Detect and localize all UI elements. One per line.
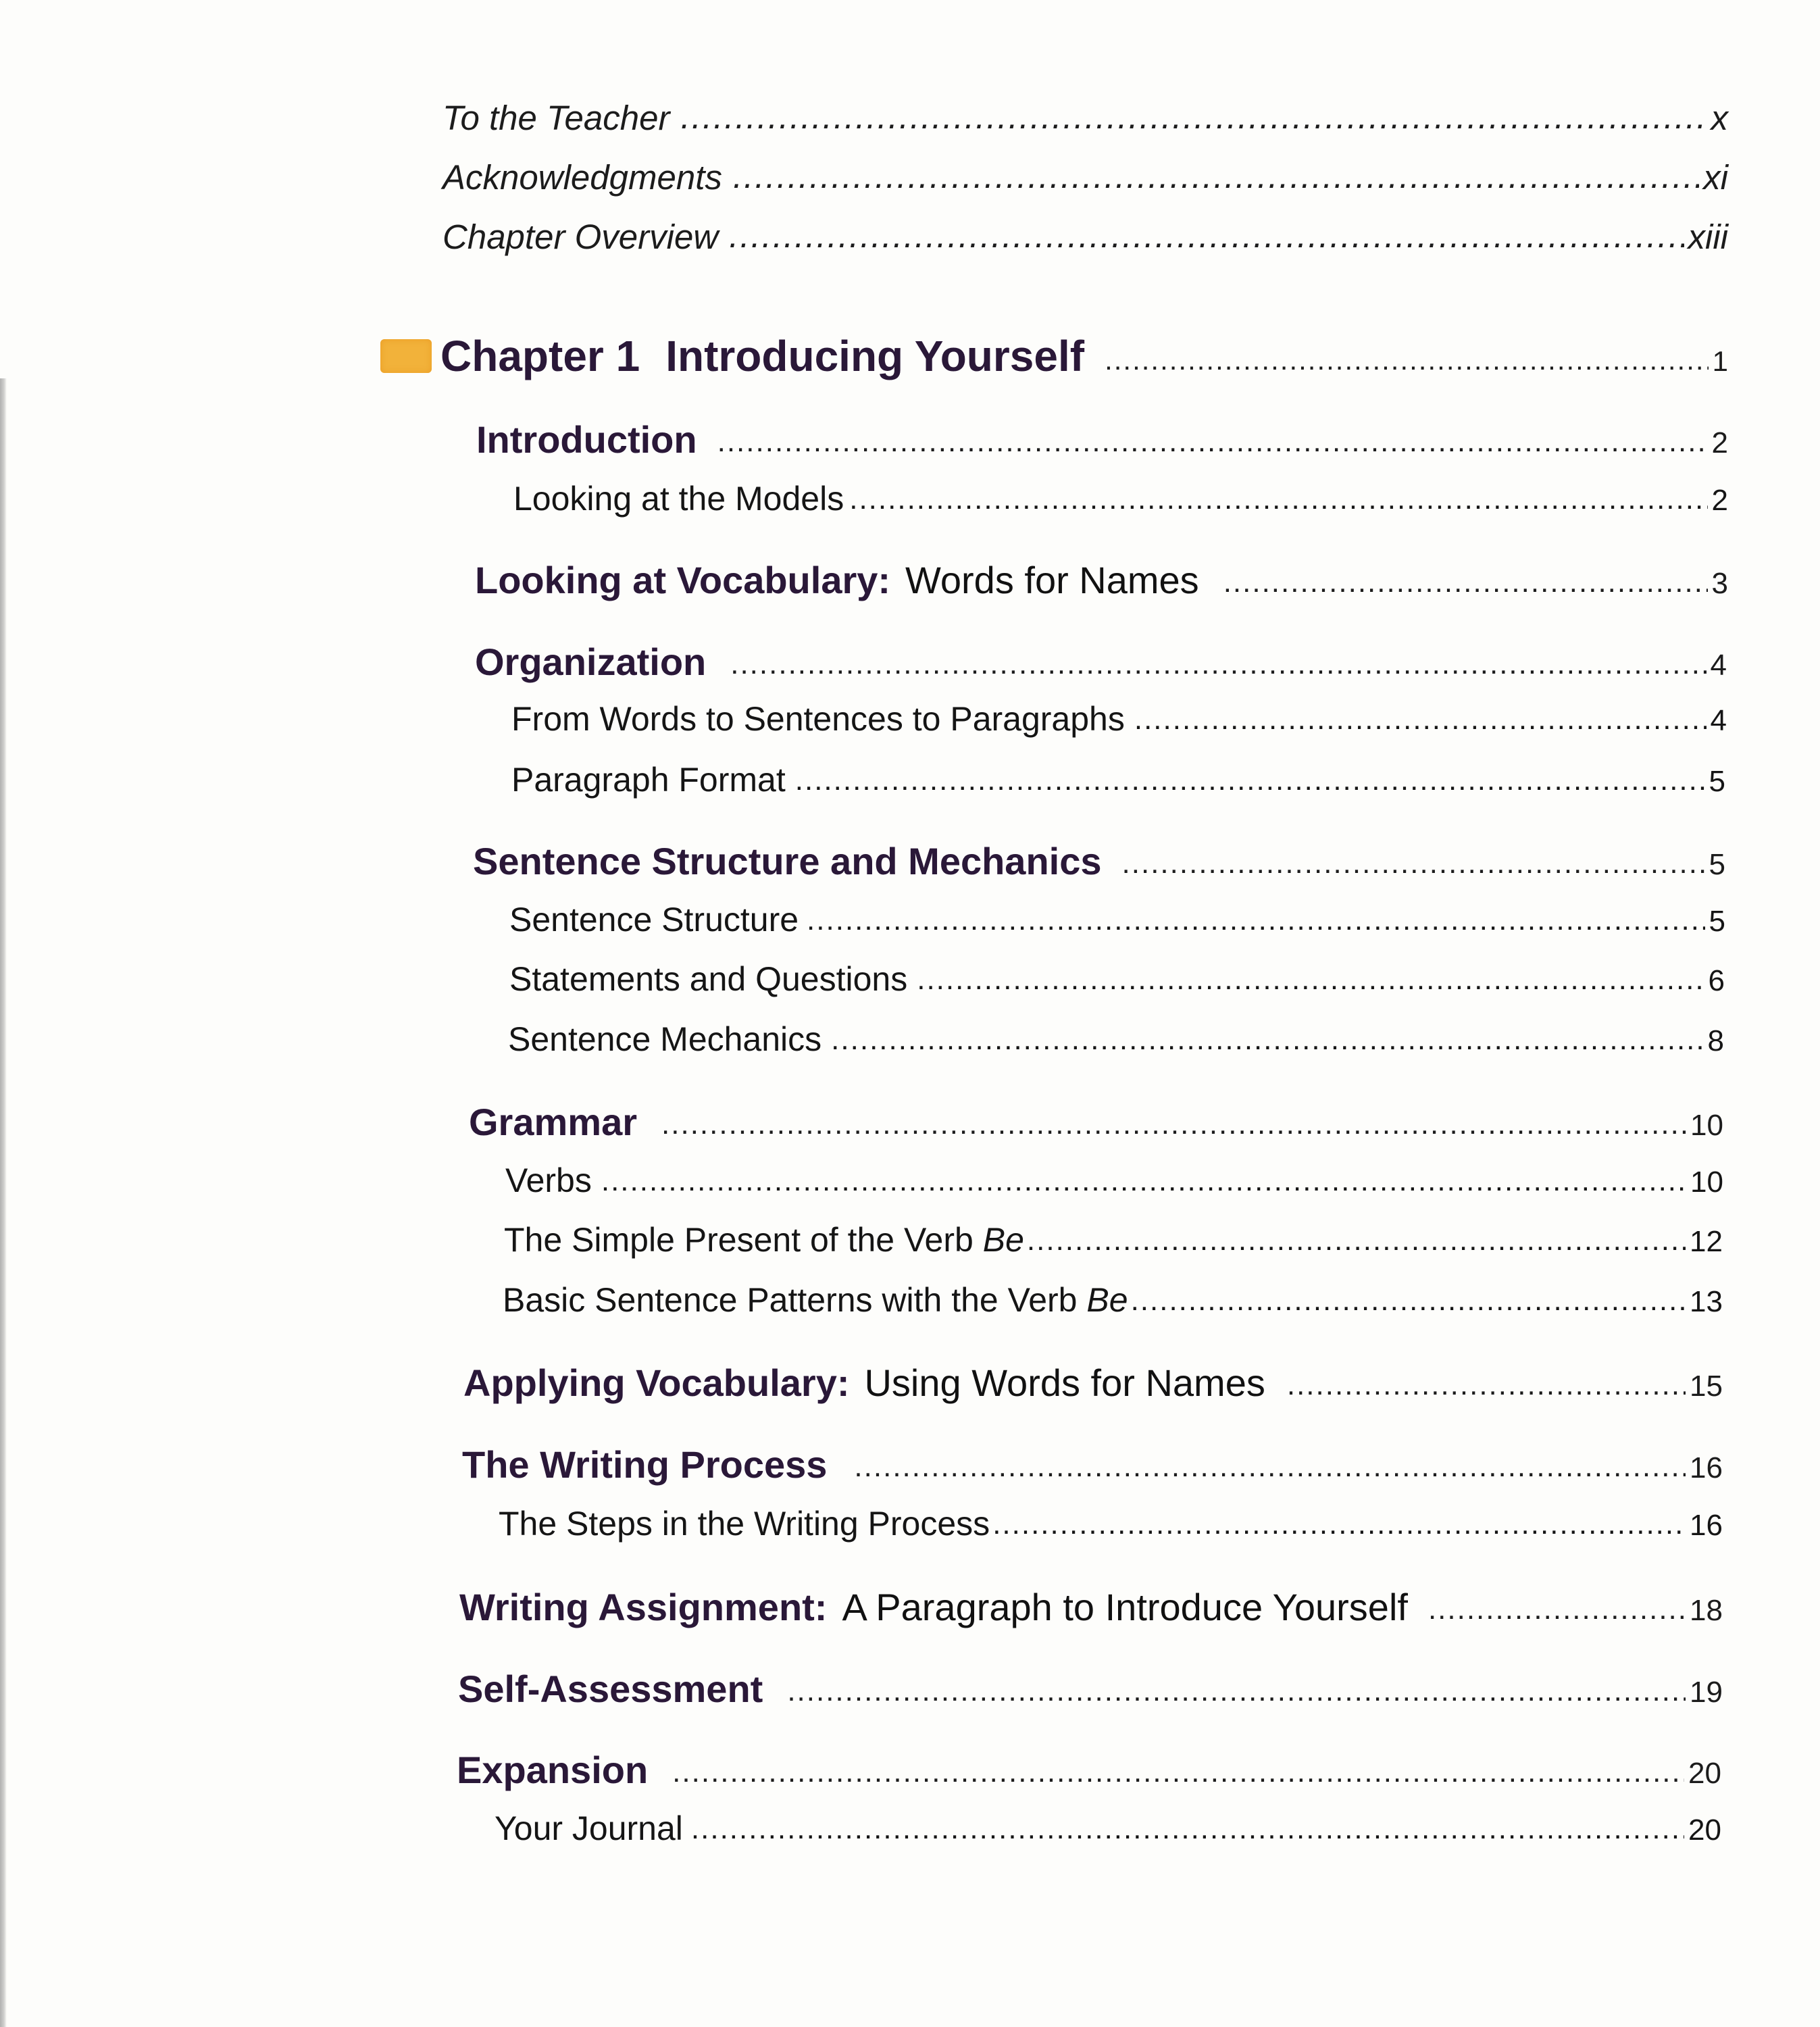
- toc-entry-page: xiii: [1688, 218, 1728, 256]
- dot-leader: [1428, 1593, 1686, 1626]
- toc-entry-page: 16: [1690, 1451, 1723, 1484]
- dot-leader: [1134, 703, 1707, 736]
- entry-title-emphasis: Be: [1086, 1281, 1128, 1319]
- toc-entry-title: The Steps in the Writing Process: [499, 1505, 990, 1543]
- section-title: The Writing Process: [462, 1443, 828, 1486]
- section-title: Organization: [475, 641, 707, 683]
- toc-entry-title: Sentence Structure: [509, 901, 799, 939]
- chapter-number: Chapter 1: [440, 332, 640, 380]
- dot-leader: [1027, 1224, 1686, 1257]
- dot-leader: [917, 963, 1704, 997]
- toc-entry-title: Statements and Questions: [509, 960, 908, 998]
- section-title: Introduction: [476, 418, 697, 461]
- toc-entry-title: [504, 1220, 1024, 1259]
- toc-section-grammar: [469, 1100, 1723, 1144]
- dot-leader: [854, 1450, 1686, 1484]
- section-subtitle: Words for Names: [905, 559, 1199, 601]
- toc-chapter-heading: [440, 331, 1728, 381]
- toc-entry-page: x: [1711, 99, 1728, 137]
- toc-subsection-steps-writing-process: [499, 1504, 1723, 1543]
- toc-entry-page: 20: [1688, 1813, 1721, 1847]
- toc-entry-page: 10: [1690, 1166, 1723, 1199]
- toc-entry-title: Your Journal: [495, 1809, 683, 1847]
- toc-entry-page: 3: [1711, 567, 1728, 600]
- toc-entry-page: 4: [1710, 704, 1727, 737]
- dot-leader: [1131, 1284, 1686, 1318]
- section-title: Sentence Structure and Mechanics: [473, 840, 1102, 882]
- toc-entry-title: Acknowledgments: [443, 158, 722, 197]
- toc-entry-title: [459, 1585, 1408, 1629]
- toc-entry-title: [473, 839, 1102, 883]
- toc-subsection-basic-patterns-be: [503, 1280, 1723, 1320]
- toc-subsection-statements-questions: [509, 959, 1725, 999]
- dot-leader: [733, 156, 1699, 196]
- section-subtitle: Using Words for Names: [864, 1361, 1265, 1404]
- toc-section-writing-process: [462, 1443, 1723, 1486]
- toc-section-looking-at-vocabulary: [475, 558, 1728, 602]
- dot-leader: [717, 425, 1708, 459]
- toc-entry-page: 5: [1709, 848, 1725, 881]
- chapter-marker-icon: [380, 339, 432, 373]
- toc-section-sentence-structure-mechanics: [473, 839, 1725, 883]
- toc-subsection-words-to-paragraphs: [511, 699, 1727, 739]
- toc-section-self-assessment: [458, 1667, 1723, 1711]
- dot-leader: [849, 482, 1707, 516]
- toc-entry-page: 6: [1708, 964, 1725, 997]
- toc-subsection-paragraph-format: [511, 760, 1725, 799]
- section-title: Self-Assessment: [458, 1668, 763, 1710]
- dot-leader: [729, 216, 1684, 255]
- toc-section-introduction: [476, 418, 1728, 461]
- dot-leader: [1105, 344, 1709, 376]
- dot-leader: [992, 1507, 1686, 1541]
- toc-entry-page: 16: [1690, 1509, 1723, 1542]
- toc-entry-page: 4: [1710, 649, 1727, 682]
- entry-title-emphasis: Be: [982, 1221, 1024, 1259]
- section-title: Expansion: [457, 1749, 649, 1791]
- toc-entry-acknowledgments: [443, 157, 1728, 197]
- toc-entry-page: 13: [1690, 1285, 1723, 1318]
- chapter-name: Introducing Yourself: [665, 332, 1085, 380]
- chapter-page: 1: [1712, 345, 1728, 377]
- dot-leader: [672, 1755, 1684, 1789]
- dot-leader: [661, 1107, 1686, 1141]
- toc-entry-page: 15: [1690, 1370, 1723, 1403]
- toc-entry-title: [476, 418, 697, 461]
- toc-entry-page: 20: [1688, 1757, 1721, 1790]
- section-title: Applying Vocabulary:: [463, 1361, 850, 1404]
- toc-entry-title: Paragraph Format: [511, 761, 786, 799]
- toc-subsection-verbs: [505, 1161, 1723, 1200]
- toc-subsection-simple-present-be: [504, 1220, 1723, 1259]
- toc-entry-title: [475, 558, 1199, 602]
- toc-entry-title: Chapter Overview: [443, 218, 719, 256]
- entry-title-text: Basic Sentence Patterns with the Verb: [503, 1281, 1087, 1319]
- dot-leader: [1287, 1368, 1686, 1402]
- toc-entry-title: Sentence Mechanics: [508, 1020, 822, 1058]
- dot-leader: [1223, 566, 1708, 599]
- toc-section-organization: [475, 640, 1727, 684]
- dot-leader: [807, 903, 1704, 937]
- dot-leader: [691, 1812, 1684, 1846]
- toc-entry-title: Verbs: [505, 1161, 592, 1199]
- dot-leader: [795, 764, 1705, 797]
- toc-entry-title: [503, 1280, 1128, 1320]
- toc-entry-title: [469, 1100, 637, 1144]
- page-binding-shadow: [0, 378, 7, 2027]
- toc-entry-title: [457, 1748, 648, 1792]
- toc-entry-page: 5: [1709, 905, 1725, 938]
- section-subtitle: A Paragraph to Introduce Yourself: [842, 1586, 1408, 1628]
- section-title: Looking at Vocabulary:: [475, 559, 891, 601]
- section-title: Writing Assignment:: [459, 1586, 828, 1628]
- toc-subsection-your-journal: [495, 1809, 1721, 1848]
- toc-entry-title: [463, 1361, 1265, 1405]
- toc-entry-page: 12: [1690, 1225, 1723, 1258]
- toc-entry-title: [462, 1443, 827, 1486]
- toc-entry-title: To the Teacher: [443, 99, 670, 137]
- dot-leader: [680, 97, 1707, 136]
- dot-leader: [787, 1674, 1686, 1708]
- toc-entry-page: 10: [1690, 1109, 1723, 1142]
- toc-subsection-sentence-mechanics: [508, 1020, 1724, 1059]
- toc-entry-title: Looking at the Models: [513, 480, 844, 518]
- dot-leader: [601, 1164, 1686, 1198]
- dot-leader: [831, 1023, 1703, 1057]
- toc-entry-title: From Words to Sentences to Paragraphs: [511, 700, 1125, 738]
- toc-entry-page: 5: [1709, 765, 1725, 798]
- toc-entry-title: [475, 640, 706, 684]
- toc-entry-title: [458, 1667, 763, 1711]
- dot-leader: [1122, 847, 1705, 880]
- chapter-title: [440, 331, 1084, 381]
- toc-section-expansion: [457, 1748, 1721, 1792]
- toc-entry-page: 2: [1711, 484, 1728, 517]
- toc-entry-page: 2: [1711, 426, 1728, 459]
- toc-entry-page: xi: [1703, 158, 1728, 197]
- toc-subsection-sentence-structure: [509, 900, 1725, 939]
- toc-entry-to-the-teacher: [443, 98, 1728, 138]
- dot-leader: [730, 647, 1706, 681]
- toc-section-writing-assignment: [459, 1585, 1723, 1629]
- toc-subsection-looking-at-models: [513, 479, 1728, 518]
- toc-entry-chapter-overview: [443, 217, 1728, 257]
- toc-entry-page: 19: [1690, 1676, 1723, 1709]
- toc-section-applying-vocabulary: [463, 1361, 1723, 1405]
- toc-entry-page: 8: [1707, 1024, 1724, 1057]
- entry-title-text: The Simple Present of the Verb: [504, 1221, 983, 1259]
- section-title: Grammar: [469, 1101, 638, 1143]
- toc-entry-page: 18: [1690, 1594, 1723, 1627]
